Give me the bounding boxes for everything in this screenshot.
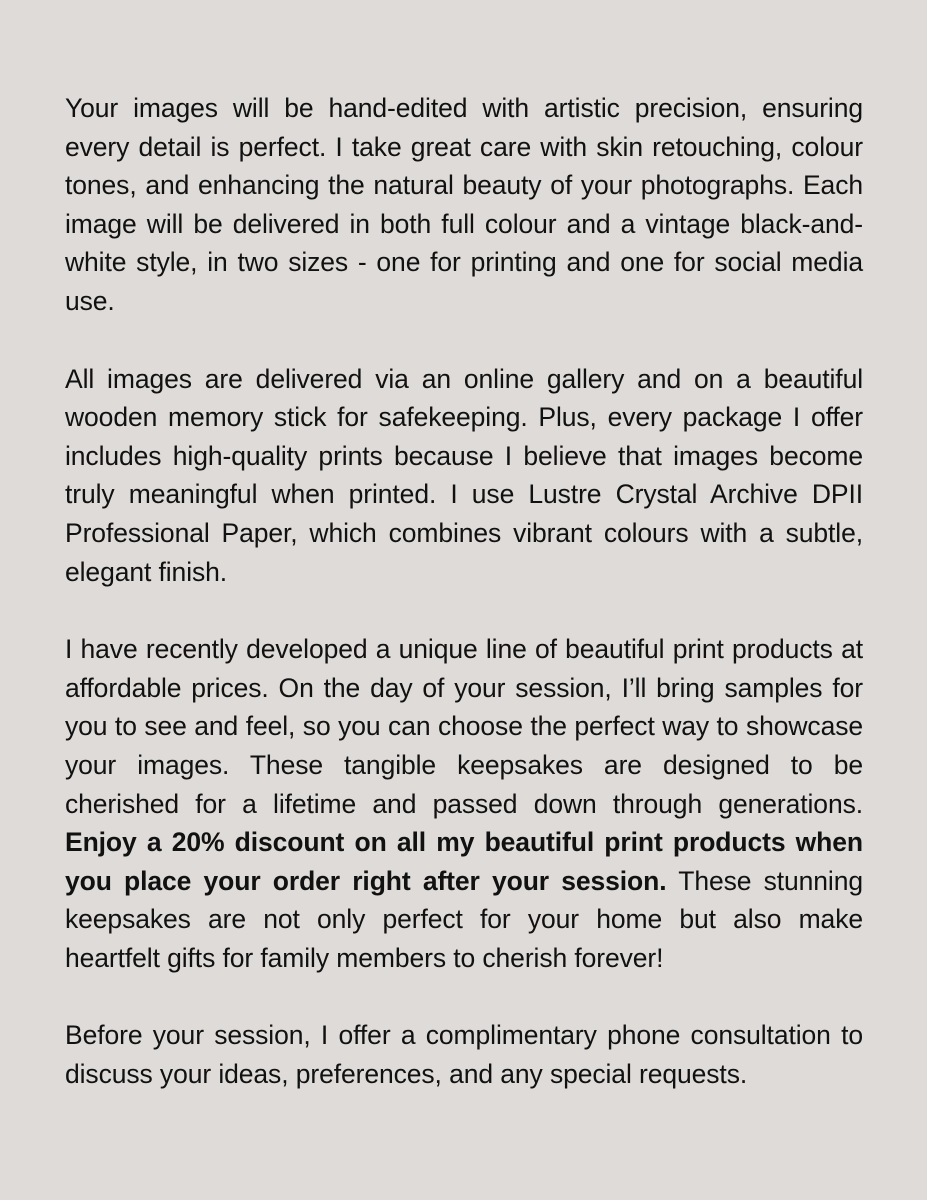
paragraph-editing: Your images will be hand-edited with artistic precision, ensuring every detail is perfect. I take great care with skin retouching, colour tones, and enhancing the natural beauty of your photographs. Each image will be delivered in both full colour and a vintage black-and-white style, in two sizes - one for printing and one for social media use. [65,93,863,316]
paragraph-print-products [65,630,863,977]
paragraph-consultation: Before your session, I offer a complimentary phone consultation to discuss your ideas, preferences, and any special requests. [65,1020,863,1090]
print-products-intro: I have recently developed a unique line of beautiful print products at affordable prices. On the day of your session, I’ll bring samples for you to see and feel, so you can choose the perfect way to showcase your images. These tangible keepsakes are designed to be cherished for a lifetime and passed down through generations. [65,634,863,819]
discount-offer: Enjoy a 20% discount on all my beautiful print products when you place your order right after your session. [65,827,863,896]
paragraph-delivery: All images are delivered via an online gallery and on a beautiful wooden memory stick for safekeeping. Plus, every package I offer includes high-quality prints because I believe that images become truly meaningful when printed. I use Lustre Crystal Archive DPII Professional Paper, which combines vibrant colours with a subtle, elegant finish. [65,363,863,587]
print-products-outro: These stunning keepsakes are not only perfect for your home but also make heartfelt gifts for family members to cherish forever! [65,865,863,973]
